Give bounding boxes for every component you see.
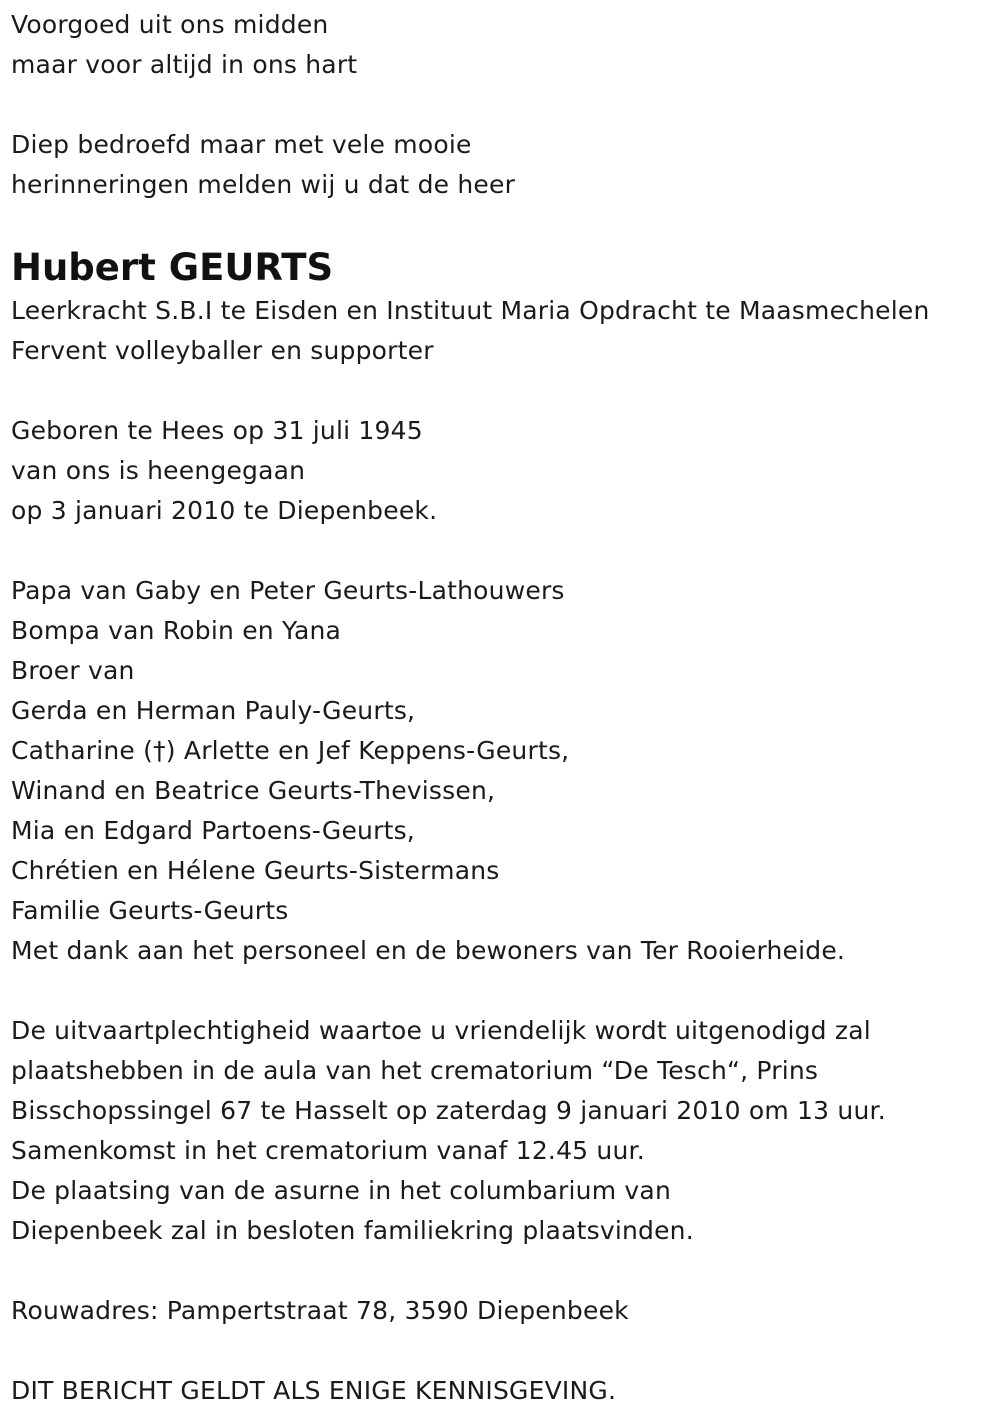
spacer	[11, 85, 996, 125]
ceremony-line: Bisschopssingel 67 te Hasselt op zaterdag 9 januari 2010 om 13 uur.	[11, 1096, 886, 1125]
family-line: Papa van Gaby en Peter Geurts-Lathouwers	[11, 576, 565, 605]
obituary-document	[11, 5, 996, 1411]
spacer	[11, 205, 996, 245]
spacer	[11, 971, 996, 1011]
ceremony-line: Samenkomst in het crematorium vanaf 12.45 uur.	[11, 1136, 645, 1165]
family-line: Mia en Edgard Partoens-Geurts,	[11, 816, 415, 845]
thanks-line: Met dank aan het personeel en de bewoners van Ter Rooierheide.	[11, 936, 846, 965]
deceased-hobby: Fervent volleyballer en supporter	[11, 336, 434, 365]
announcement-line: Diep bedroefd maar met vele mooie	[11, 130, 472, 159]
intro-verse	[11, 5, 996, 85]
spacer	[11, 371, 996, 411]
ceremony-details	[11, 1011, 996, 1251]
announcement	[11, 125, 996, 205]
intro-line: maar voor altijd in ons hart	[11, 50, 358, 79]
ceremony-line: Diepenbeek zal in besloten familiekring plaatsvinden.	[11, 1216, 694, 1245]
family-line: Gerda en Herman Pauly-Geurts,	[11, 696, 416, 725]
family-line: Broer van	[11, 656, 135, 685]
ceremony-line: De uitvaartplechtigheid waartoe u vriendelijk wordt uitgenodigd zal	[11, 1016, 871, 1045]
spacer	[11, 1251, 996, 1291]
family-line: Winand en Beatrice Geurts-Thevissen,	[11, 776, 496, 805]
announcement-line: herinneringen melden wij u dat de heer	[11, 170, 516, 199]
intro-line: Voorgoed uit ons midden	[11, 10, 329, 39]
deceased-name: Hubert GEURTS	[11, 246, 334, 289]
notice-statement: DIT BERICHT GELDT ALS ENIGE KENNISGEVING.	[11, 1376, 617, 1405]
family-list	[11, 571, 996, 971]
life-dates	[11, 411, 996, 531]
spacer	[11, 531, 996, 571]
mourning-address: Rouwadres: Pampertstraat 78, 3590 Diepenbeek	[11, 1296, 629, 1325]
date-line: op 3 januari 2010 te Diepenbeek.	[11, 496, 438, 525]
spacer	[11, 1331, 996, 1371]
date-line: van ons is heengegaan	[11, 456, 306, 485]
date-line: Geboren te Hees op 31 juli 1945	[11, 416, 423, 445]
ceremony-line: De plaatsing van de asurne in het columbarium van	[11, 1176, 671, 1205]
family-line: Catharine (†) Arlette en Jef Keppens-Geurts,	[11, 736, 570, 765]
ceremony-line: plaatshebben in de aula van het crematorium “De Tesch“, Prins	[11, 1056, 819, 1085]
family-line: Chrétien en Hélene Geurts-Sistermans	[11, 856, 500, 885]
family-line: Bompa van Robin en Yana	[11, 616, 342, 645]
deceased-occupation: Leerkracht S.B.I te Eisden en Instituut Maria Opdracht te Maasmechelen	[11, 296, 930, 325]
family-line: Familie Geurts-Geurts	[11, 896, 289, 925]
